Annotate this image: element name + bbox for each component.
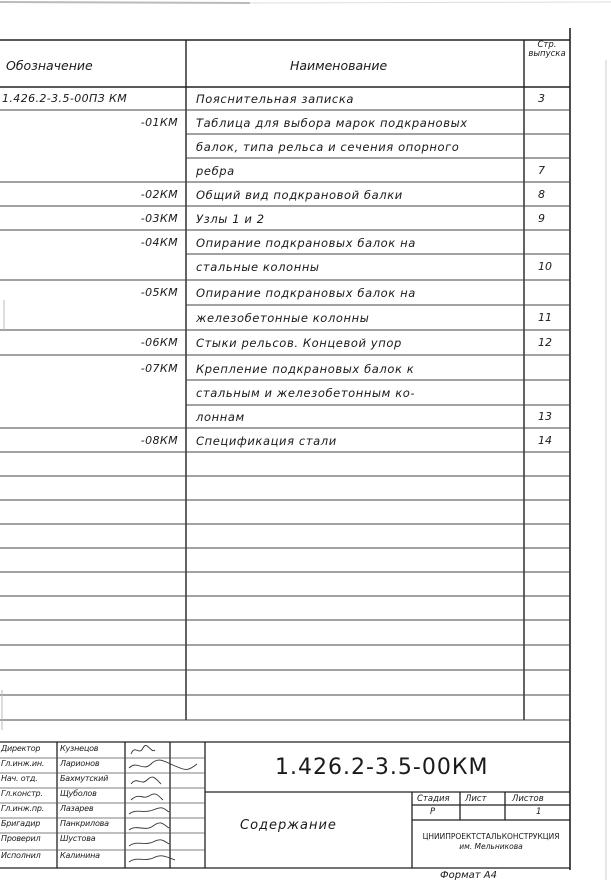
row-name-line: железобетонные колонны [196, 311, 370, 325]
row-page: 14 [538, 434, 552, 447]
document-title: Содержание [240, 818, 337, 833]
document-code: 1.426.2-3.5-00КМ [275, 755, 489, 780]
header-designation: Обозначение [6, 58, 93, 73]
signature-scribbles [125, 742, 205, 868]
row-name-line: балок, типа рельса и сечения опорного [196, 140, 460, 154]
row-page: 11 [538, 311, 552, 324]
organization-name: ЦНИИПРОЕКТСТАЛЬКОНСТРУКЦИЯ [422, 832, 560, 841]
row-designation: 1.426.2-3.5-00ПЗ КМ [2, 92, 128, 105]
row-name-line: стальные колонны [196, 260, 320, 274]
signature-name: Калинина [60, 851, 100, 860]
row-page: 9 [538, 212, 545, 225]
signature-role: Гл.инж.пр. [1, 804, 45, 813]
sheets-value: 1 [536, 807, 542, 817]
row-designation: -04КМ [140, 236, 178, 249]
row-page: 7 [538, 164, 545, 177]
signature-name: Бахмутский [60, 774, 109, 783]
row-name-line: ребра [196, 164, 235, 178]
signature-role: Нач. отд. [1, 774, 38, 783]
signature-role: Проверил [1, 834, 41, 843]
row-page: 3 [538, 92, 545, 105]
row-name-line: Стыки рельсов. Концевой упор [196, 336, 402, 350]
row-name-line: Узлы 1 и 2 [196, 212, 265, 226]
sheet-label: Лист [465, 794, 487, 804]
format-label: Формат А4 [440, 870, 497, 881]
signature-name: Кузнецов [60, 744, 99, 753]
row-page: 8 [538, 188, 545, 201]
signature-role: Гл.констр. [1, 789, 43, 798]
stage-label: Стадия [417, 794, 450, 804]
row-designation: -06КМ [140, 336, 178, 349]
row-name-line: стальным и железобетонным ко- [196, 386, 416, 400]
row-designation: -02КМ [140, 188, 178, 201]
signature-name: Ларионов [60, 759, 100, 768]
organization-subname: им. Мельникова [459, 842, 523, 851]
header-name: Наименование [290, 58, 388, 73]
row-page: 13 [538, 410, 552, 423]
row-page: 10 [538, 260, 552, 273]
row-name-line: Спецификация стали [196, 434, 337, 448]
row-name-line: Таблица для выбора марок подкрановых [196, 116, 468, 130]
row-name-line: Опирание подкрановых балок на [196, 286, 416, 300]
row-name-line: Опирание подкрановых балок на [196, 236, 416, 250]
row-designation: -08КМ [140, 434, 178, 447]
row-designation: -03КМ [140, 212, 178, 225]
row-designation: -07КМ [140, 362, 178, 375]
row-designation: -05КМ [140, 286, 178, 299]
signature-name: Шустова [60, 834, 96, 843]
stage-value: Р [430, 807, 436, 817]
row-name-line: Общий вид подкрановой балки [196, 188, 403, 202]
row-name-line: Крепление подкрановых балок к [196, 362, 415, 376]
row-page: 12 [538, 336, 552, 349]
header-page: Стр. выпуска [528, 40, 566, 59]
signature-role: Исполнил [1, 851, 41, 860]
signature-role: Гл.инж.ин. [1, 759, 45, 768]
signature-name: Лазарев [60, 804, 94, 813]
signature-role: Директор [1, 744, 41, 753]
row-name-line: лоннам [196, 410, 245, 424]
row-designation: -01КМ [140, 116, 178, 129]
signature-role: Бригадир [1, 819, 41, 828]
row-name-line: Пояснительная записка [196, 92, 355, 106]
signature-name: Щуболов [60, 789, 97, 798]
sheets-label: Листов [512, 794, 544, 804]
signature-name: Панкрилова [60, 819, 109, 828]
